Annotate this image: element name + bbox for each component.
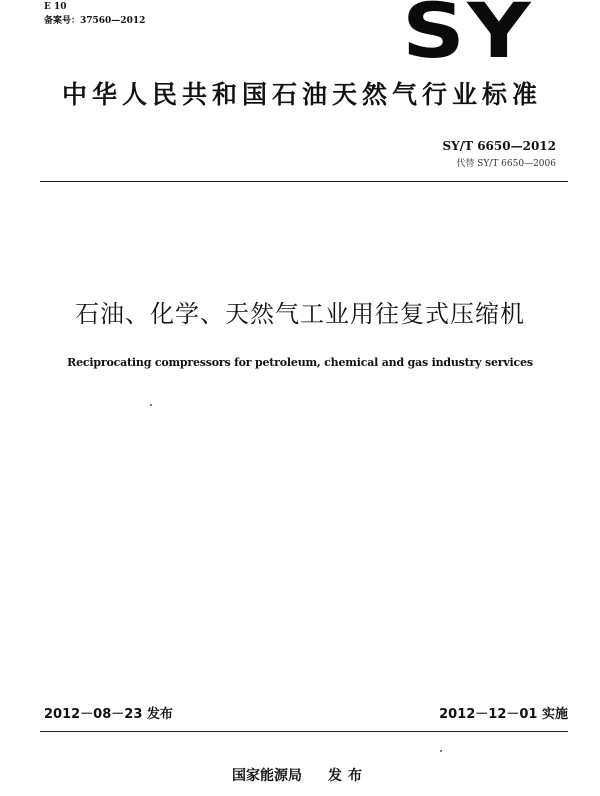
footer-divider — [40, 731, 568, 732]
industry-standard-heading: 中华人民共和国石油天然气行业标准 — [61, 80, 542, 109]
publish-action: 发布 — [328, 768, 368, 784]
chinese-title: 石油、化学、天然气工业用往复式压缩机 — [75, 300, 525, 328]
sy-logo: SY — [402, 0, 533, 62]
publisher-name: 国家能源局 — [232, 768, 302, 784]
publisher-line — [0, 767, 600, 785]
classification-code: E 10 — [44, 2, 67, 12]
english-title: Reciprocating compressors for petroleum, chemical and gas industry services — [67, 356, 533, 369]
standard-number: SY/T 6650—2012 — [442, 139, 556, 153]
replaces-standard: 代替 SY/T 6650—2006 — [456, 159, 556, 169]
scan-speck — [150, 404, 152, 406]
implementation-date: 2012－12－01 实施 — [439, 707, 568, 722]
header-divider — [40, 181, 568, 182]
scan-speck — [440, 750, 442, 752]
record-number: 备案号：37560—2012 — [44, 16, 146, 26]
issue-date: 2012－08－23 发布 — [44, 707, 173, 722]
